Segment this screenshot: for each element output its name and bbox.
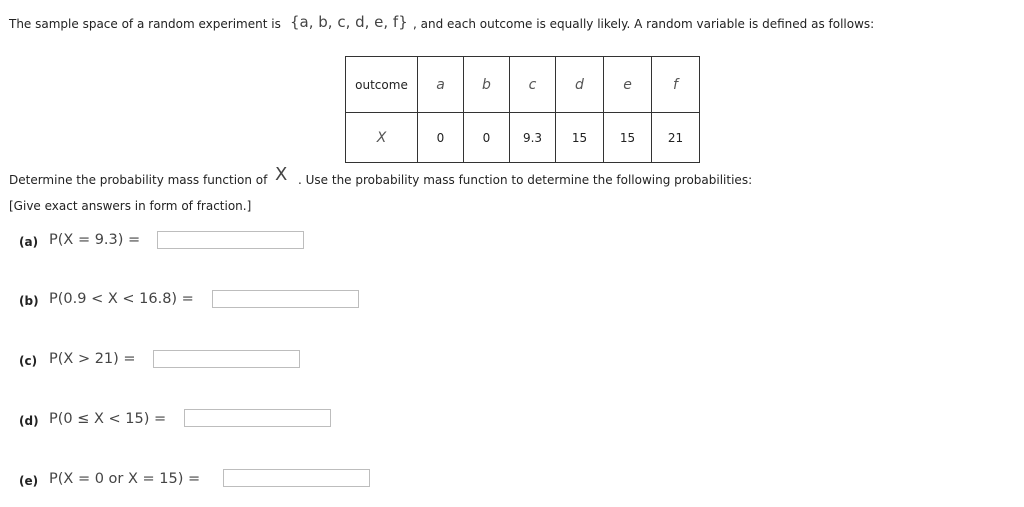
outcome-e: e	[623, 76, 632, 93]
outcome-cell	[604, 57, 652, 113]
outcome-cell	[510, 57, 556, 113]
value-c: 9.3	[510, 113, 556, 163]
variable-x: X	[376, 129, 387, 146]
question-c-label: (c)	[19, 354, 38, 368]
table-header-x	[346, 113, 418, 163]
question-a-expression: P(X = 9.3) =	[49, 232, 141, 248]
instruction-note: [Give exact answers in form of fraction.]	[9, 199, 252, 213]
outcome-cell	[556, 57, 604, 113]
outcome-cell	[464, 57, 510, 113]
outcome-cell	[652, 57, 700, 113]
sample-space-set: {a, b, c, d, e, f}	[290, 13, 408, 31]
instruction-variable-x: X	[275, 164, 288, 185]
table-header-outcome: outcome	[346, 57, 418, 113]
value-d: 15	[556, 113, 604, 163]
value-e: 15	[604, 113, 652, 163]
table-row-outcome	[346, 57, 700, 113]
question-d-expression: P(0 ≤ X < 15) =	[49, 411, 167, 427]
value-a: 0	[418, 113, 464, 163]
question-e-expression: P(X = 0 or X = 15) =	[49, 471, 201, 487]
question-b-label: (b)	[19, 294, 39, 308]
instruction-text-after: . Use the probability mass function to determine the following probabilities:	[298, 173, 753, 187]
instruction-text-before: Determine the probability mass function of	[9, 173, 268, 187]
value-f: 21	[652, 113, 700, 163]
question-e-label: (e)	[19, 474, 39, 488]
outcome-cell	[418, 57, 464, 113]
intro-text-after: , and each outcome is equally likely. A random variable is defined as follows:	[413, 17, 875, 31]
intro-text-before: The sample space of a random experiment is	[9, 17, 281, 31]
question-b-expression: P(0.9 < X < 16.8) =	[49, 291, 194, 307]
question-d-label: (d)	[19, 414, 39, 428]
question-a-label: (a)	[19, 235, 39, 249]
question-c-answer-input[interactable]	[153, 350, 300, 368]
question-a-answer-input[interactable]	[157, 231, 304, 249]
outcome-d: d	[575, 76, 584, 93]
outcome-a: a	[436, 76, 445, 93]
value-b: 0	[464, 113, 510, 163]
outcome-table	[345, 56, 700, 163]
question-b-answer-input[interactable]	[212, 290, 359, 308]
question-e-answer-input[interactable]	[223, 469, 370, 487]
outcome-c: c	[528, 76, 537, 93]
table-row-values	[346, 113, 700, 163]
outcome-f: f	[673, 76, 678, 93]
question-d-answer-input[interactable]	[184, 409, 331, 427]
question-c-expression: P(X > 21) =	[49, 351, 136, 367]
outcome-b: b	[482, 76, 491, 93]
